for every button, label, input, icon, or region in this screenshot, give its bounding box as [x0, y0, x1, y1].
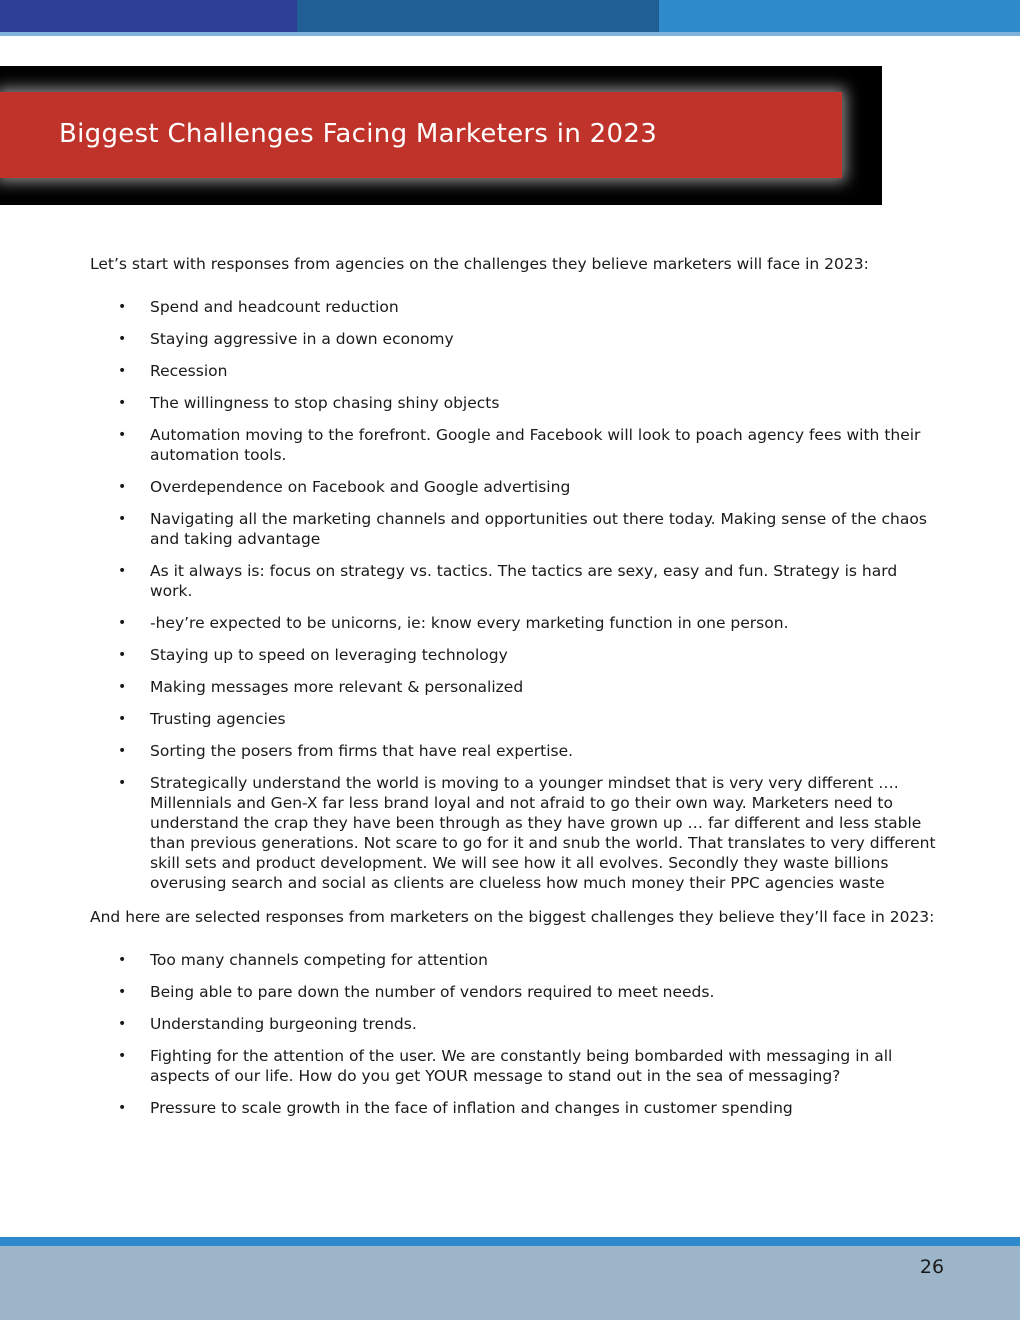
intro-agencies: Let’s start with responses from agencies on the challenges they believe marketers will face in 2023:: [90, 255, 869, 273]
list-item: [90, 509, 940, 549]
list-item-text: Strategically understand the world is moving to a younger mindset that is very very different …. Millennials and Gen-X far less brand loyal and not afraid to go their own way. Marketers need to understand the crap they have been through as they have grown up … far different and less stable than previous generations. Not scare to go for it and snub the world. That translates to very different skill sets and product development. We will see how it all evolves. Secondly they waste billions overusing search and social as clients are clueless how much money their PPC agencies waste: [150, 774, 936, 892]
bullet-icon: •: [118, 331, 127, 347]
bullet-icon: •: [118, 511, 127, 527]
marketer-challenges-list: [90, 950, 940, 1118]
list-item-text: Automation moving to the forefront. Google and Facebook will look to poach agency fees with their automation tools.: [150, 426, 921, 464]
bullet-icon: •: [118, 479, 127, 495]
list-item-text: Sorting the posers from firms that have real expertise.: [150, 742, 574, 760]
bullet-icon: •: [118, 1048, 127, 1064]
list-item: [90, 477, 940, 497]
bullet-icon: •: [118, 984, 127, 1000]
header-band-segment-3: [659, 0, 1020, 32]
list-item-text: Understanding burgeoning trends.: [150, 1015, 417, 1033]
list-item-text: The willingness to stop chasing shiny objects: [150, 394, 500, 412]
bullet-icon: •: [118, 679, 127, 695]
list-item: [90, 613, 940, 633]
list-item-text: -hey’re expected to be unicorns, ie: know every marketing function in one person.: [150, 614, 789, 632]
list-item: [90, 677, 940, 697]
list-item: [90, 773, 940, 893]
list-item: [90, 645, 940, 665]
list-item: [90, 329, 940, 349]
bullet-icon: •: [118, 647, 127, 663]
list-item: [90, 393, 940, 413]
page-number: 26: [919, 1256, 945, 1278]
list-item: [90, 425, 940, 465]
bullet-icon: •: [118, 743, 127, 759]
list-item-text: Fighting for the attention of the user. We are constantly being bombarded with messaging in all aspects of our life. How do you get YOUR message to stand out in the sea of messaging?: [150, 1047, 893, 1085]
list-item: [90, 561, 940, 601]
main-content: [90, 250, 940, 1130]
bullet-icon: •: [118, 1016, 127, 1032]
bullet-icon: •: [118, 1100, 127, 1116]
list-item: [90, 950, 940, 970]
list-item: [90, 741, 940, 761]
list-item-text: As it always is: focus on strategy vs. tactics. The tactics are sexy, easy and fun. Strategy is hard work.: [150, 562, 898, 600]
list-item-text: Navigating all the marketing channels and opportunities out there today. Making sense of the chaos and taking advantage: [150, 510, 927, 548]
header-underline: [0, 32, 1020, 36]
bullet-icon: •: [118, 615, 127, 631]
list-item-text: Making messages more relevant & personalized: [150, 678, 524, 696]
page-title: Biggest Challenges Facing Marketers in 2023: [59, 119, 658, 149]
list-item: [90, 709, 940, 729]
list-item-text: Being able to pare down the number of vendors required to meet needs.: [150, 983, 715, 1001]
intro-marketers: And here are selected responses from marketers on the biggest challenges they believe they’ll face in 2023:: [90, 908, 935, 926]
bullet-icon: •: [118, 563, 127, 579]
bullet-icon: •: [118, 299, 127, 315]
list-item-text: Spend and headcount reduction: [150, 298, 399, 316]
list-item: [90, 297, 940, 317]
list-item: [90, 1014, 940, 1034]
bullet-icon: •: [118, 395, 127, 411]
agency-challenges-list: [90, 297, 940, 893]
header-color-band: [0, 0, 1020, 32]
list-item: [90, 1098, 940, 1118]
list-item-text: Recession: [150, 362, 228, 380]
list-item-text: Trusting agencies: [150, 710, 286, 728]
footer: [0, 1246, 1020, 1320]
bullet-icon: •: [118, 363, 127, 379]
header-band-segment-2: [297, 0, 659, 32]
footer-line: [0, 1237, 1020, 1246]
list-item-text: Pressure to scale growth in the face of inflation and changes in customer spending: [150, 1099, 793, 1117]
list-item-text: Staying up to speed on leveraging technology: [150, 646, 508, 664]
list-item-text: Staying aggressive in a down economy: [150, 330, 454, 348]
list-item-text: Too many channels competing for attention: [150, 951, 488, 969]
bullet-icon: •: [118, 775, 127, 791]
list-item: [90, 982, 940, 1002]
list-item-text: Overdependence on Facebook and Google advertising: [150, 478, 571, 496]
bullet-icon: •: [118, 711, 127, 727]
bullet-icon: •: [118, 952, 127, 968]
header-band-segment-1: [0, 0, 297, 32]
list-item: [90, 361, 940, 381]
list-item: [90, 1046, 940, 1086]
bullet-icon: •: [118, 427, 127, 443]
